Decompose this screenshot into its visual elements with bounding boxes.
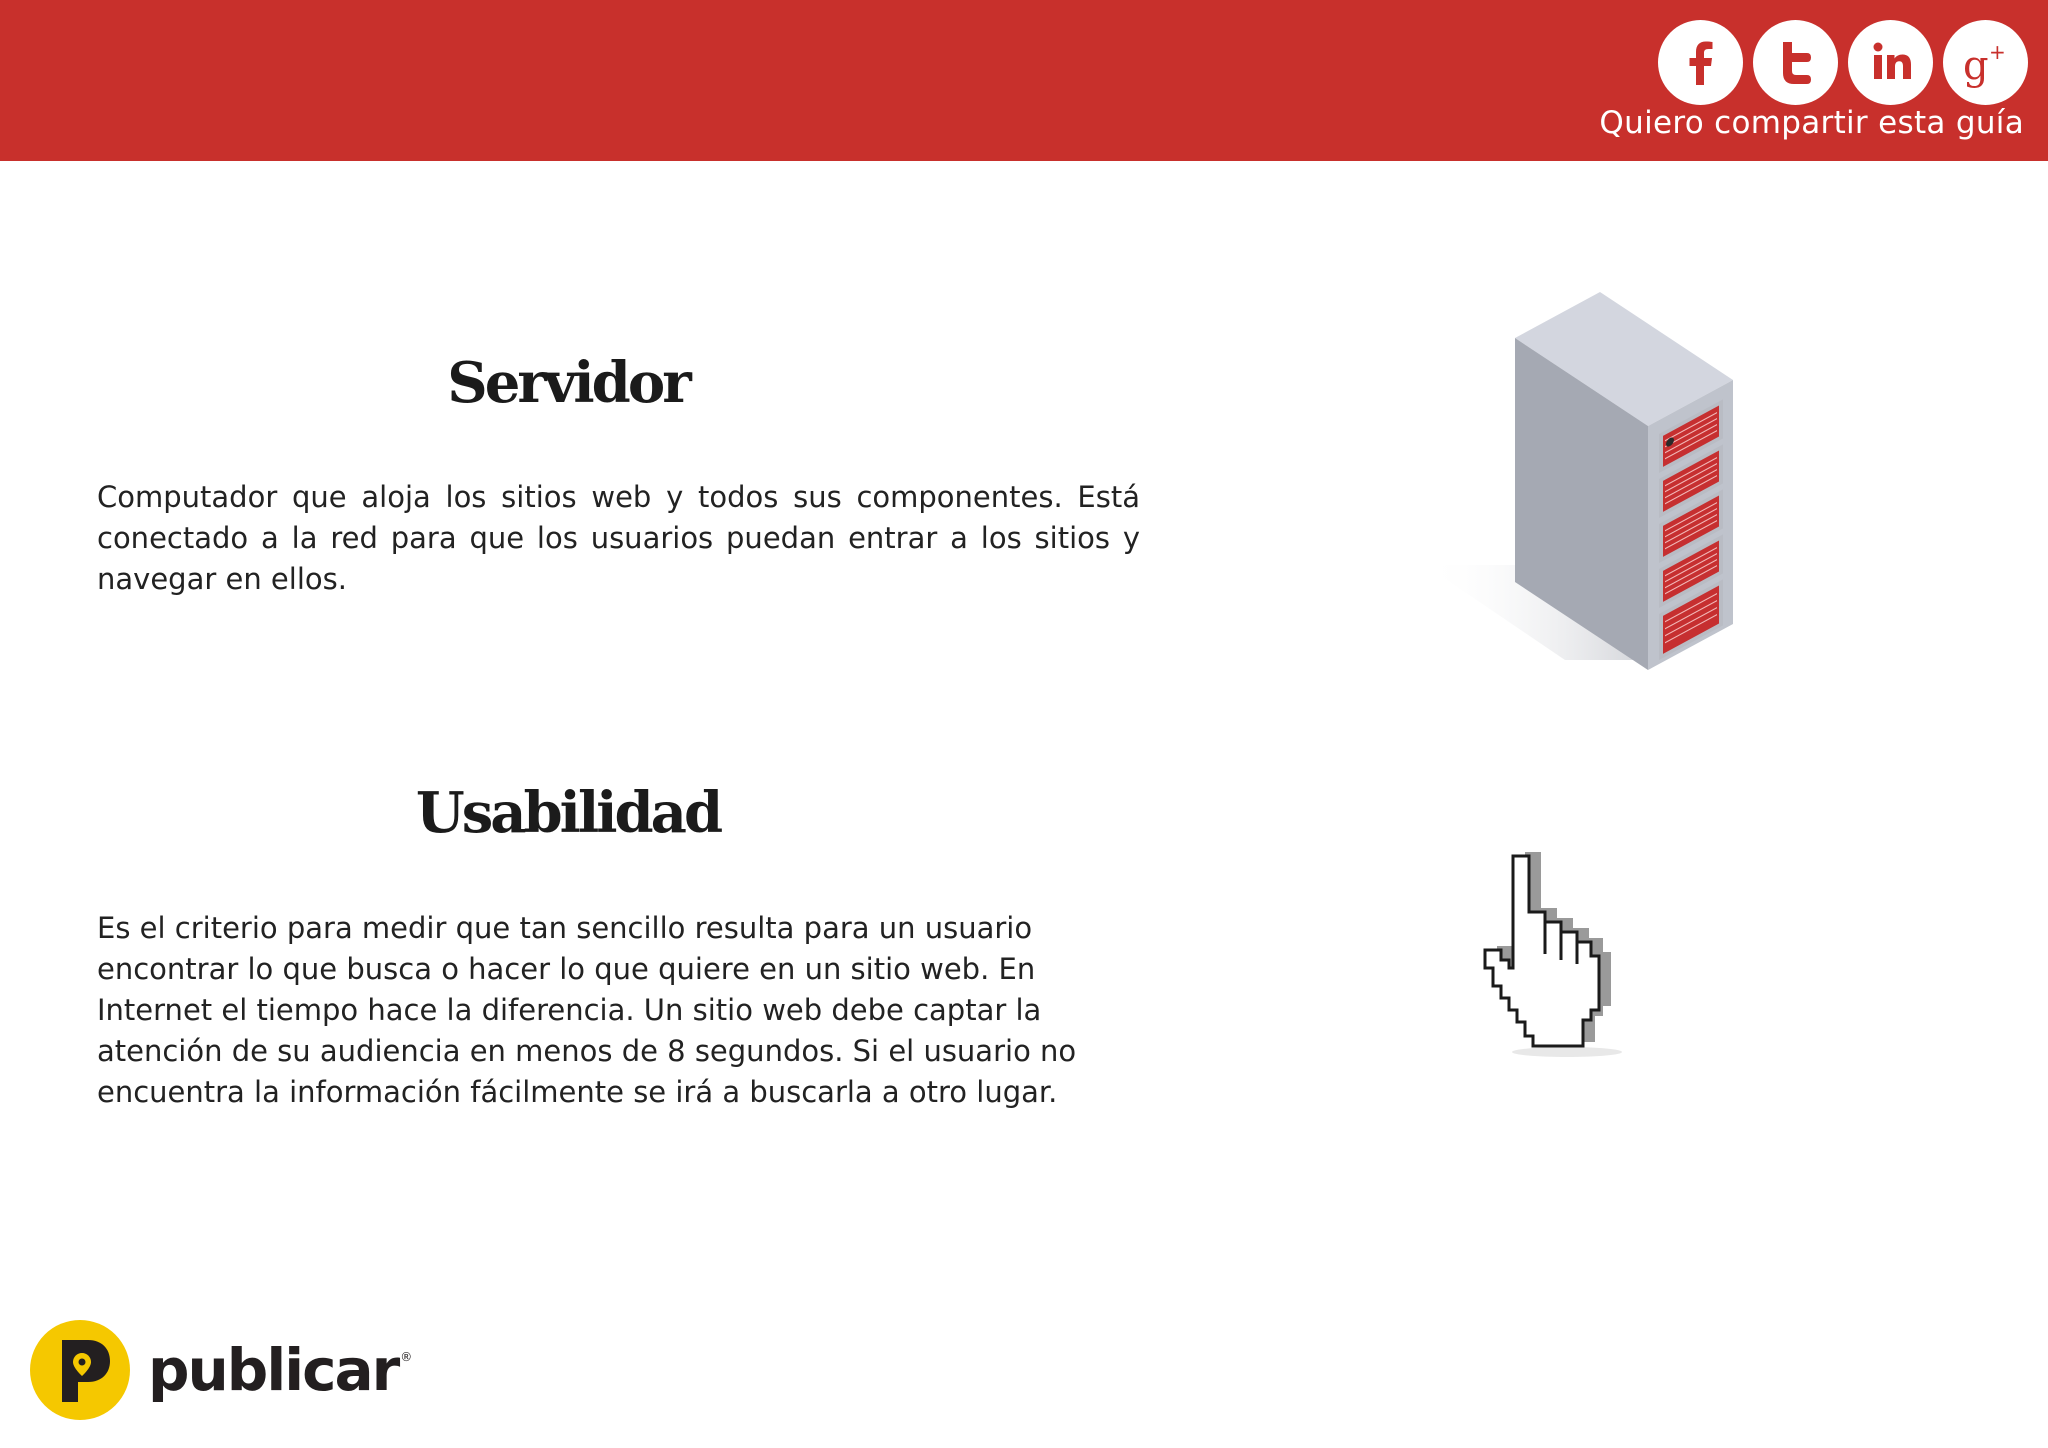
registered-mark: ® [400,1350,413,1364]
publicar-wordmark [148,1336,413,1404]
twitter-icon [1766,33,1826,93]
server-rack-icon [1415,285,1745,680]
share-guide-text: Quiero compartir esta guía [1599,105,2024,141]
social-share-row [1658,20,2028,105]
facebook-icon [1671,33,1731,93]
googleplus-icon [1956,33,2016,93]
publicar-wordmark-text: publicar [148,1336,399,1404]
svg-text:g: g [1962,42,1989,89]
linkedin-icon [1861,33,1921,93]
servidor-title: Servidor [447,350,689,416]
usabilidad-description: Es el criterio para medir que tan sencillo resulta para un usuario encontrar lo que busca o hacer lo que quiere en un sitio web. En Internet el tiempo hace la diferencia. Un sitio web debe captar la atención de su audiencia en menos de 8 segundos. Si el usuario no encuentra la información fácilmente se irá a buscarla a otro lugar. [97,911,1077,1109]
publicar-logo-icon [30,1320,130,1420]
svg-text:+: + [1988,39,2006,64]
twitter-share-button[interactable] [1753,20,1838,105]
header-bar [0,0,2048,161]
usabilidad-title: Usabilidad [415,780,721,846]
servidor-description: Computador que aloja los sitios web y todos sus componentes. Está conectado a la red para que los usuarios puedan entrar a los sitios y navegar en ellos. [97,480,1140,596]
facebook-share-button[interactable] [1658,20,1743,105]
linkedin-share-button[interactable] [1848,20,1933,105]
publicar-logo [30,1320,413,1420]
googleplus-share-button[interactable] [1943,20,2028,105]
hand-cursor-icon [1475,850,1675,1065]
